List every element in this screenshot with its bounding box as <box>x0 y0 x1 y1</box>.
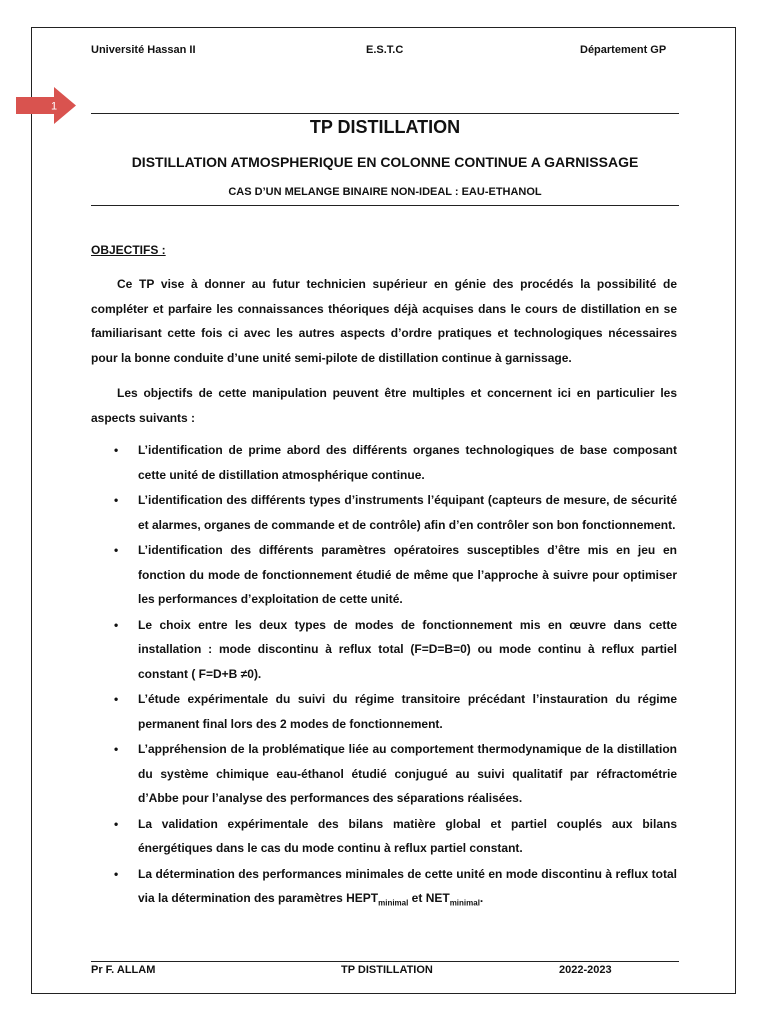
list-item: • L’appréhension de la problématique liée au comportement thermodynamique de la distillation du système chimique eau-éthanol étudié conjugué au suivi qualitatif par réfractométrie d’Abbe pour l’analyse des performances des séparations réalisées. <box>91 737 677 811</box>
page-number: 1 <box>51 100 58 113</box>
title-bottom-rule <box>91 205 679 206</box>
page-subtitle: DISTILLATION ATMOSPHERIQUE EN COLONNE CONTINUE A GARNISSAGE <box>131 154 639 170</box>
bullet-icon: • <box>114 692 119 706</box>
footer-rule <box>91 961 679 962</box>
bullet-icon: • <box>114 493 119 507</box>
top-rule <box>91 113 679 114</box>
objectives-intro-paragraph: Les objectifs de cette manipulation peuvent être multiples et concernent ici en particulier les aspects suivants : <box>91 386 677 425</box>
footer-title: TP DISTILLATION <box>341 964 433 976</box>
list-item: • L’identification des différents paramètres opératoires susceptibles d’être mis en jeu en fonction du mode de fonctionnement étudié de même que l’approche à suivre pour optimiser les performances d’exploitation de cette unité. <box>91 538 677 612</box>
page-number-arrow-icon <box>16 87 76 124</box>
bullet-icon: • <box>114 617 119 632</box>
footer-author: Pr F. ALLAM <box>91 964 156 976</box>
objectives-list <box>91 438 677 917</box>
hept-term: HEPT <box>346 891 379 905</box>
bullet-icon: • <box>114 543 119 557</box>
footer-year: 2022-2023 <box>559 964 612 976</box>
list-item: • L’étude expérimentale du suivi du régime transitoire précédant l’instauration du régime permanent final lors des 2 modes de fonctionnement. <box>91 687 677 736</box>
page-subsubtitle: CAS D’UN MELANGE BINAIRE NON-IDEAL : EAU-ETHANOL <box>228 186 542 198</box>
page-title: TP DISTILLATION <box>309 117 461 137</box>
list-item: • Le choix entre les deux types de modes de fonctionnement mis en œuvre dans cette installation : mode discontinu à reflux total (F=D=B=0) ou mode continu à reflux partiel constant ( F=D+B ≠0). <box>91 613 677 687</box>
list-item: • L’identification des différents types d’instruments l’équipant (capteurs de mesure, de sécurité et alarmes, organes de commande et de contrôle) afin d’en contrôler son bon fonctionnement. <box>91 488 677 537</box>
net-term: NET <box>425 891 450 905</box>
bullet-icon: • <box>114 866 119 881</box>
bullet-icon: • <box>114 443 119 457</box>
header-university: Université Hassan II <box>91 44 196 56</box>
header-department: Département GP <box>580 44 667 56</box>
list-item: • La validation expérimentale des bilans matière global et partiel couplés aux bilans énergétiques dans le cas du mode continu à reflux partiel constant. <box>91 812 677 861</box>
bullet-icon: • <box>114 742 119 756</box>
list-item: • L’identification de prime abord des différents organes technologiques de base composant cette unité de distillation atmosphérique continue. <box>91 438 677 487</box>
intro-paragraph: Ce TP vise à donner au futur technicien supérieur en génie des procédés la possibilité de compléter et parfaire les connaissances théoriques déjà acquises dans le cours de distillation en se familiarisant cette fois ci avec les autres aspects d’ordre pratiques et technologiques nécessaires pour la bonne conduite d’une unité semi-pilote de distillation continue à garnissage. <box>91 277 677 365</box>
bullet-icon: • <box>114 816 119 831</box>
list-item: • La détermination des performances minimales de cette unité en mode discontinu à reflux total via la détermination des paramètres $HEPT_{minimal}$ et $NET_{minimal}$. <box>91 862 677 916</box>
header-school: E.S.T.C <box>366 44 404 56</box>
objectives-heading: OBJECTIFS : <box>91 243 166 257</box>
